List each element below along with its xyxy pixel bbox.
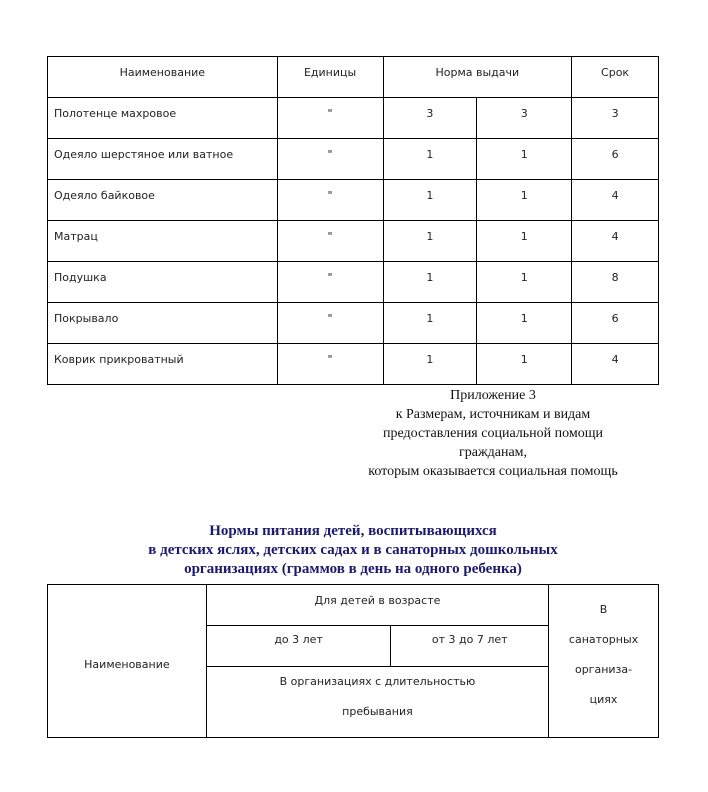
appendix-line: предоставления социальной помощи	[382, 426, 603, 441]
cell-norm-a: 1	[383, 303, 477, 344]
cell-term: 4	[572, 180, 659, 221]
cell-unit: "	[277, 303, 383, 344]
cell-term: 4	[572, 221, 659, 262]
cell-norm-b: 1	[477, 262, 572, 303]
table-row	[48, 262, 659, 303]
table-row	[48, 180, 659, 221]
cell-norm-a: 1	[383, 180, 477, 221]
cell-unit: "	[277, 262, 383, 303]
cell-term: 8	[572, 262, 659, 303]
cell-norm-a: 3	[383, 98, 477, 139]
cell-name: Одеяло байковое	[48, 180, 278, 221]
appendix-line: которым оказывается социальная помощь	[368, 464, 618, 479]
appendix-line: гражданам,	[458, 445, 528, 460]
cell-unit: "	[277, 221, 383, 262]
nutrition-table	[47, 584, 659, 738]
cell-unit: "	[277, 139, 383, 180]
cell-norm-a: 1	[383, 221, 477, 262]
supplies-table	[47, 56, 659, 385]
cell-norm-b: 1	[477, 303, 572, 344]
appendix-line: Приложение 3	[450, 388, 536, 403]
header-age-3-7: от 3 до 7 лет	[391, 626, 549, 667]
header-norm: Норма выдачи	[383, 57, 572, 98]
appendix-note	[300, 386, 686, 481]
cell-name: Коврик прикроватный	[48, 344, 278, 385]
header-duration: В организациях с длительностью пребывания	[206, 667, 548, 738]
table-row	[48, 303, 659, 344]
cell-unit: "	[277, 344, 383, 385]
table-row	[48, 221, 659, 262]
cell-name: Покрывало	[48, 303, 278, 344]
table-row	[48, 344, 659, 385]
header-name: Наименование	[48, 57, 278, 98]
header-name: Наименование	[48, 585, 207, 738]
cell-norm-b: 1	[477, 139, 572, 180]
cell-norm-a: 1	[383, 344, 477, 385]
cell-norm-b: 3	[477, 98, 572, 139]
header-age-group: Для детей в возрасте	[206, 585, 548, 626]
table-row	[48, 139, 659, 180]
cell-term: 6	[572, 303, 659, 344]
cell-name: Подушка	[48, 262, 278, 303]
title-line: в детских яслях, детских садах и в санаторных дошкольных	[148, 542, 558, 558]
cell-norm-b: 1	[477, 180, 572, 221]
cell-term: 3	[572, 98, 659, 139]
cell-unit: "	[277, 98, 383, 139]
cell-norm-b: 1	[477, 221, 572, 262]
cell-norm-a: 1	[383, 262, 477, 303]
table-row	[48, 98, 659, 139]
cell-name: Полотенце махровое	[48, 98, 278, 139]
cell-name: Одеяло шерстяное или ватное	[48, 139, 278, 180]
section-title	[47, 522, 659, 579]
header-term: Срок	[572, 57, 659, 98]
title-line: организациях (граммов в день на одного ребенка)	[184, 561, 522, 577]
cell-unit: "	[277, 180, 383, 221]
header-sanatorium: В санаторных организа- циях	[549, 585, 659, 738]
table-header-row	[48, 57, 659, 98]
title-line: Нормы питания детей, воспитывающихся	[209, 523, 497, 539]
cell-term: 4	[572, 344, 659, 385]
cell-name: Матрац	[48, 221, 278, 262]
cell-term: 6	[572, 139, 659, 180]
header-age-under-3: до 3 лет	[206, 626, 391, 667]
cell-norm-a: 1	[383, 139, 477, 180]
cell-norm-b: 1	[477, 344, 572, 385]
appendix-line: к Размерам, источникам и видам	[395, 407, 591, 422]
table-header-row	[48, 585, 659, 626]
header-units: Единицы	[277, 57, 383, 98]
